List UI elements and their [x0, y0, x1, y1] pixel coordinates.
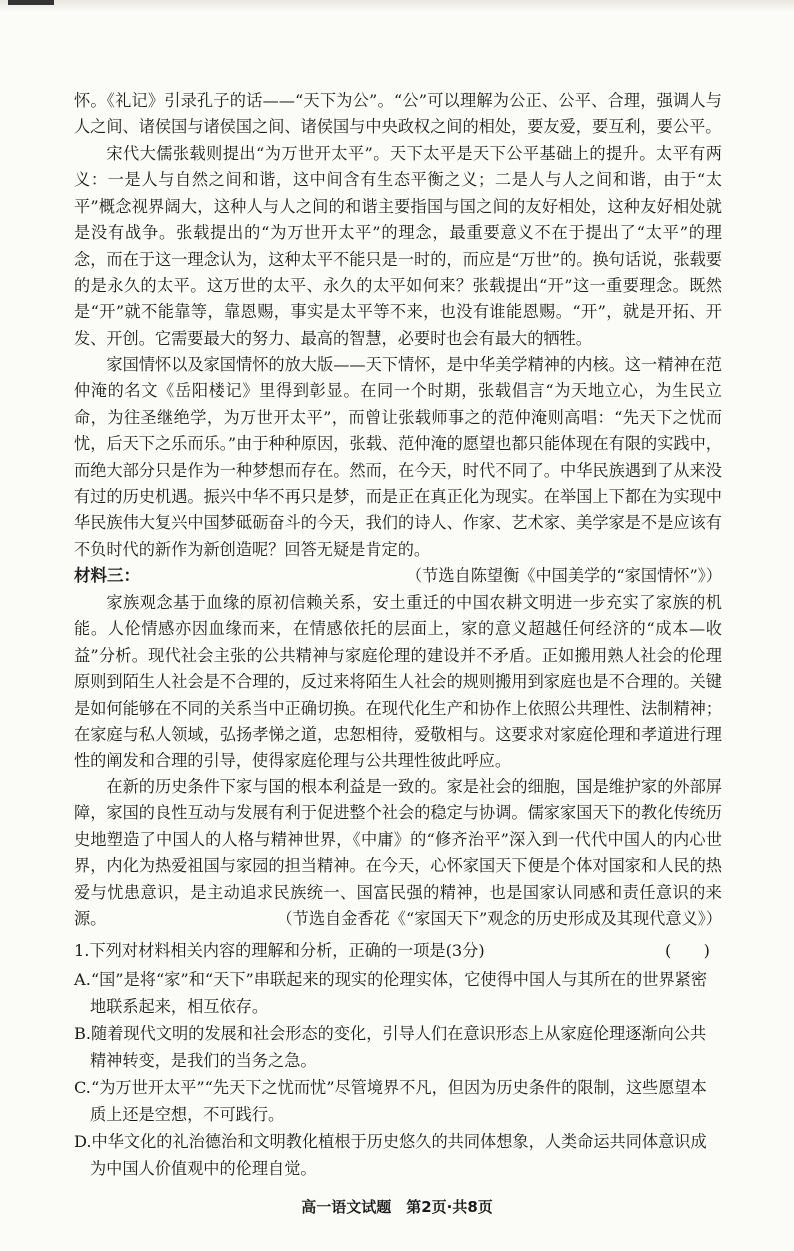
source-citation-2: （节选自金香花《“家国天下”观念的历史形成及其现代意义》） [276, 909, 722, 929]
source-citation-1: （节选自陈望衡《中国美学的“家国情怀”》） [405, 566, 722, 586]
option-c: C.“为万世开太平”“先天下之忧而忧”尽管境界不凡，但因为历史条件的限制，这些愿望本质上还是空想，不可践行。 [74, 1078, 707, 1124]
paragraph-1: 怀。《礼记》引录孔子的话——“天下为公”。“公”可以理解为公正、公平、合理，强调人与人之间、诸侯国与诸侯国之间、诸侯国与中央政权之间的相处，要友爱，要互利，要公平。 [74, 91, 722, 137]
answer-paren: ( ) [664, 941, 710, 960]
paragraph-5-text: 在新的历史条件下家与国的根本利益是一致的。家是社会的细胞，国是维护家的外部屏障，家国的良性互动与发展有利于促进整个社会的稳定与协调。儒家家国天下的教化传统历史地塑造了中国人的人格与精神世界，《中庸》的“修齐治平”深入到一代代中国人的内心世界，内化为热爱祖国与家园的担当精神。在今天，心怀家国天下便是个体对国家和人民的热爱与忧患意识，是主动追求民族统一、国富民强的精神，也是国家认同感和责任意识的来源。 [74, 777, 722, 929]
paragraph-5 [74, 774, 722, 932]
paragraph-2: 宋代大儒张载则提出“为万世开太平”。天下太平是天下公平基础上的提升。太平有两义：一是人与自然之间和谐，这中间含有生态平衡之义；二是人与人之间和谐，由于“太平”概念视界阔大，这种人与人之间的和谐主要指国与国之间的友好相处，这种友好相处就是没有战争。张载提出的“为万世开太平”的理念，最重要意义不在于提出了“太平”的理念，而在于这一理念认为，这种太平不能只是一时的，而应是“万世”的。换句话说，张载要的是永久的太平。这万世的太平、永久的太平如何来？张载提出“开”这一重要理念。既然是“开”就不能靠等，靠恩赐，事实是太平等不来，也没有谁能恩赐。“开”，就是开拓、开发、开创。它需要最大的努力、最高的智慧，必要时也会有最大的牺牲。 [74, 144, 722, 348]
paragraph-3-text: 家国情怀以及家国情怀的放大版——天下情怀，是中华美学精神的内核。这一精神在范仲淹的名文《岳阳楼记》里得到彰显。在同一个时期，张载倡言“为天地立心，为生民立命，为往圣继绝学，为万世开太平”，而曾让张载师事之的范仲淹则高唱：“先天下之忧而忧，后天下之乐而乐。”由于种种原因，张载、范仲淹的愿望也都只能体现在有限的实践中，而绝大部分只是作为一种梦想而存在。然而，在今天，时代不同了。中华民族遇到了从来没有过的历史机遇。振兴中华不再只是梦，而是正在真正化为现实。在举国上下都在为实现中华民族伟大复兴中国梦砥砺奋斗的今天，我们的诗人、作家、艺术家、美学家是不是应该有不负时代的新作为新创造呢？回答无疑是肯定的。 [74, 355, 722, 559]
paragraph-3 [74, 352, 722, 590]
question-1-stem [74, 938, 722, 964]
page-footer: 高一语文试题 第2页·共8页 [301, 1198, 493, 1216]
option-d: D.中华文化的礼治德治和文明教化植根于历史悠久的共同体想象，人类命运共同体意识成为中国人价值观中的伦理自觉。 [74, 1132, 707, 1178]
option-a: A.“国”是将“家”和“天下”串联起来的现实的伦理实体，它使得中国人与其所在的世界紧密地联系起来，相互依存。 [74, 970, 708, 1016]
option-b: B.随着现代文明的发展和社会形态的变化，引导人们在意识形态上从家庭伦理逐渐向公共精神转变，是我们的当务之急。 [74, 1024, 707, 1070]
paragraph-4: 家族观念基于血缘的原初信赖关系，安土重迁的中国农耕文明进一步充实了家族的机能。人伦情感亦因血缘而来，在情感依托的层面上，家的意义超越任何经济的“成本—收益”分析。现代社会主张的公共精神与家庭伦理的建设并不矛盾。正如搬用熟人社会的伦理原则到陌生人社会是不合理的，反过来将陌生人社会的规则搬用到家庭也是不合理的。关键是如何能够在不同的关系当中正确切换。在现代化生产和协作上依照公共理性、法制精神；在家庭与私人领域，弘扬孝悌之道，忠恕相待，爱敬相与。这要求对家庭伦理和孝道进行理性的阐发和合理的引导，使得家庭伦理与公共理性彼此呼应。 [74, 593, 722, 771]
material-3-heading: 材料三： [74, 566, 140, 585]
question-1-text: 1.下列对材料相关内容的理解和分析，正确的一项是(3分) [74, 941, 485, 960]
